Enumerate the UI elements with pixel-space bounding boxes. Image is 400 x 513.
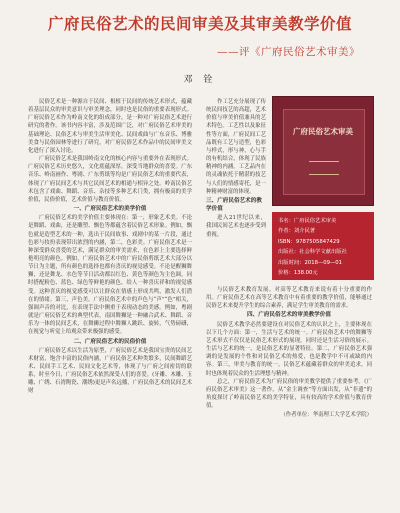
body-paragraph: 总之，广府民俗艺术为广府民俗的审美教学提供了重要参考。《广府民俗艺术审美》这一著作，从“金主调查”等方面出发，从“非遗”的角度探讨了岭南民俗艺术的美学特征，具有较高的学术价值与教育价值。 (206, 378, 372, 410)
left-column (28, 98, 192, 396)
book-info-date: 出版时间：2018—09—01 (278, 259, 343, 266)
right-bottom-column (206, 286, 372, 420)
section-heading: 二、广府民俗艺术的民俗价值 (73, 338, 147, 345)
body-paragraph: 与民俗艺术教育发展。对高等艺术教育来说有着十分重要的作用。广府民俗艺术在高等艺术教育中有着重要的教学价值，能够通过民俗艺术来提升学生的综合素养，满足学生审美教育的需求。 (206, 287, 372, 310)
body-paragraph: 广府民俗艺术的美学价值主要体现在：第一，形象艺术美。不论是舞蹈、戏曲，还是雕塑、飘色等都蕴含着民俗艺术形象。例如，飘色就是造型艺术的一种，选出于民间故事、戏剧中的某一片段，通过色彩与妆扮表现带出浓烈的内涵，第二，色彩美。广府民俗艺术是一种深受群众喜爱的艺术，满足群众的审美需求，在色彩上主要选择鲜艳明亮的颜色。例如，广府民俗艺术中的广府民俗剪纸艺术大部分以节日为主题，所有颜色的选择也都有喜庆的视觉感受。不论是醒狮舞狮，还是舞龙、水色等节日活动都以红色、黄色等颜色为主色调，同时搭配粉色、蓝色、绿色等鲜艳的颜色，给人一种喜庆祥和的视觉感受。这种喜庆的视觉感受可以让群众在情感上形成共鸣，激发人们潜在的情绪。第三，声色美。广府民俗艺术中的声色与“声”“色”相关，强调声音的对比，在表现手法中侧重于表现动态的美感。例如，粤剧就是广府民俗艺术的典型代表，南国舞狮是一种融合武术、舞蹈、音乐为一体的民间艺术，在舞狮过程中舞狮人跳跃、旋转，气势磅礴，在视觉与听觉上给观众带来极强的感受。 (28, 215, 192, 336)
book-info-price: 价格：138.00元 (278, 270, 318, 277)
book-info-publisher: 出版社：社会科学文献出版社 (278, 249, 347, 256)
body-paragraph: 民俗艺术是一种源自于民间、根植于民间的传统艺术形式，蕴藏着基层民众的审美意识与审美理念，同时也是民俗的重要表现形式。广府民俗艺术作为岭南文化的组成部分，是一种对广府民俗艺术进行研究的著作。该书内容丰富，涉及范围广泛，对广府民俗艺术审美的基础理论、民俗艺术与审美生活审美化、民间戏曲与广东音乐、博雅美食与民俗园林等进行了研究，对广府民俗艺术作品中的民间审美文化进行了深入讨论。 (28, 99, 192, 154)
author-affiliation: （作者单位：华南理工大学艺术学院） (280, 412, 372, 419)
book-info-isbn: ISBN：9787505847429 (278, 238, 340, 245)
book-cover-title: 广府民俗艺术审美 (293, 127, 353, 136)
book-info-panel (272, 212, 374, 280)
book-cover-frame (283, 109, 365, 195)
body-paragraph: 民俗艺术教学必然要建设在对民俗艺术的认识之上，主要体现在以下几个方面：第一，生活与艺术的统一。广府民俗艺术中的舞狮等艺术形式不仅仅是民俗艺术形式的展现，同时还是生活习俗的展示。生活与艺术的统一，是民俗艺术的显著特征。第二，广府民俗艺术强调的是发展的个性和对民俗艺术的热爱，也是教学中不可或缺的内容。第三，审美与教育的统一。民俗艺术蕴藏着群众的审美追求，同时也体现着民众的生活理想与精神。 (206, 321, 372, 377)
section-heading: 一、广府民俗艺术的美学价值 (73, 206, 147, 213)
body-paragraph: 广府民俗艺术是我国岭南文化的核心内容与重要外在表现形式。广府民俗艺术历史悠久，文化底蕴深厚，深受当地群众的喜爱。广东音乐、岭南画作、粤剧、广东剪纸等均是广府民俗艺术的重要代表，体现了广府民间艺术与其它民间艺术的相通与相异之处。岭南民俗艺术包含了戏曲、舞蹈、音乐、杂技等多种艺术门类，拥有极高的美学价值，民俗价值，艺术价值与教育价值。 (28, 156, 192, 203)
book-cover-image (272, 96, 374, 206)
book-info-author: 作者：刘介民著 (278, 228, 316, 235)
section-heading: 四、广府民俗艺术的审美教学价值 (247, 312, 331, 319)
section-heading: 三、广府民俗艺术的教学价值 (206, 197, 262, 213)
right-top-column (206, 98, 266, 239)
body-paragraph: 作工艺充分展现了传统民间技艺的高超，艺术价值与审美价值兼具的艺术特色。工艺性以及象征性等方面，广府民间工艺品既有工艺与造型，色彩与样式，形与神，心与手的有机结合，体现了民族精神的内涵。工艺品内在的灵魂依托于精湛的技艺与人们的情感寄托，是一种精神财富的体现。 (206, 99, 266, 195)
article-title: 广府民俗艺术的民间审美及其审美教学价值 (47, 15, 352, 33)
body-paragraph: 进入21世纪以来，我国民间艺术也逐步受到重视。 (206, 215, 266, 238)
body-paragraph: 广府民俗艺术以生活为原型，广府民俗艺术是我国宝贵的民间艺术财富，饱含丰富的民俗内涵，广府民俗艺术种类繁多，民间舞蹈艺术、民间手工艺术、民间文化艺术等，体现了与广府之间密切的联系，时至今日，广府民俗艺术依然深受人们的喜爱。(牙雕、木雕、玉雕、广绣、石湾陶瓷、潮绣)更是声名远播，广府民俗艺术的民间艺术财 (28, 347, 192, 395)
book-info-name: 书名：广府民俗艺术审美 (278, 218, 337, 224)
book-cover-ornament (309, 161, 339, 175)
article-subtitle: ——评《广府民俗艺术审美》 (217, 46, 360, 58)
author-name: 邓 铨 (183, 75, 217, 85)
